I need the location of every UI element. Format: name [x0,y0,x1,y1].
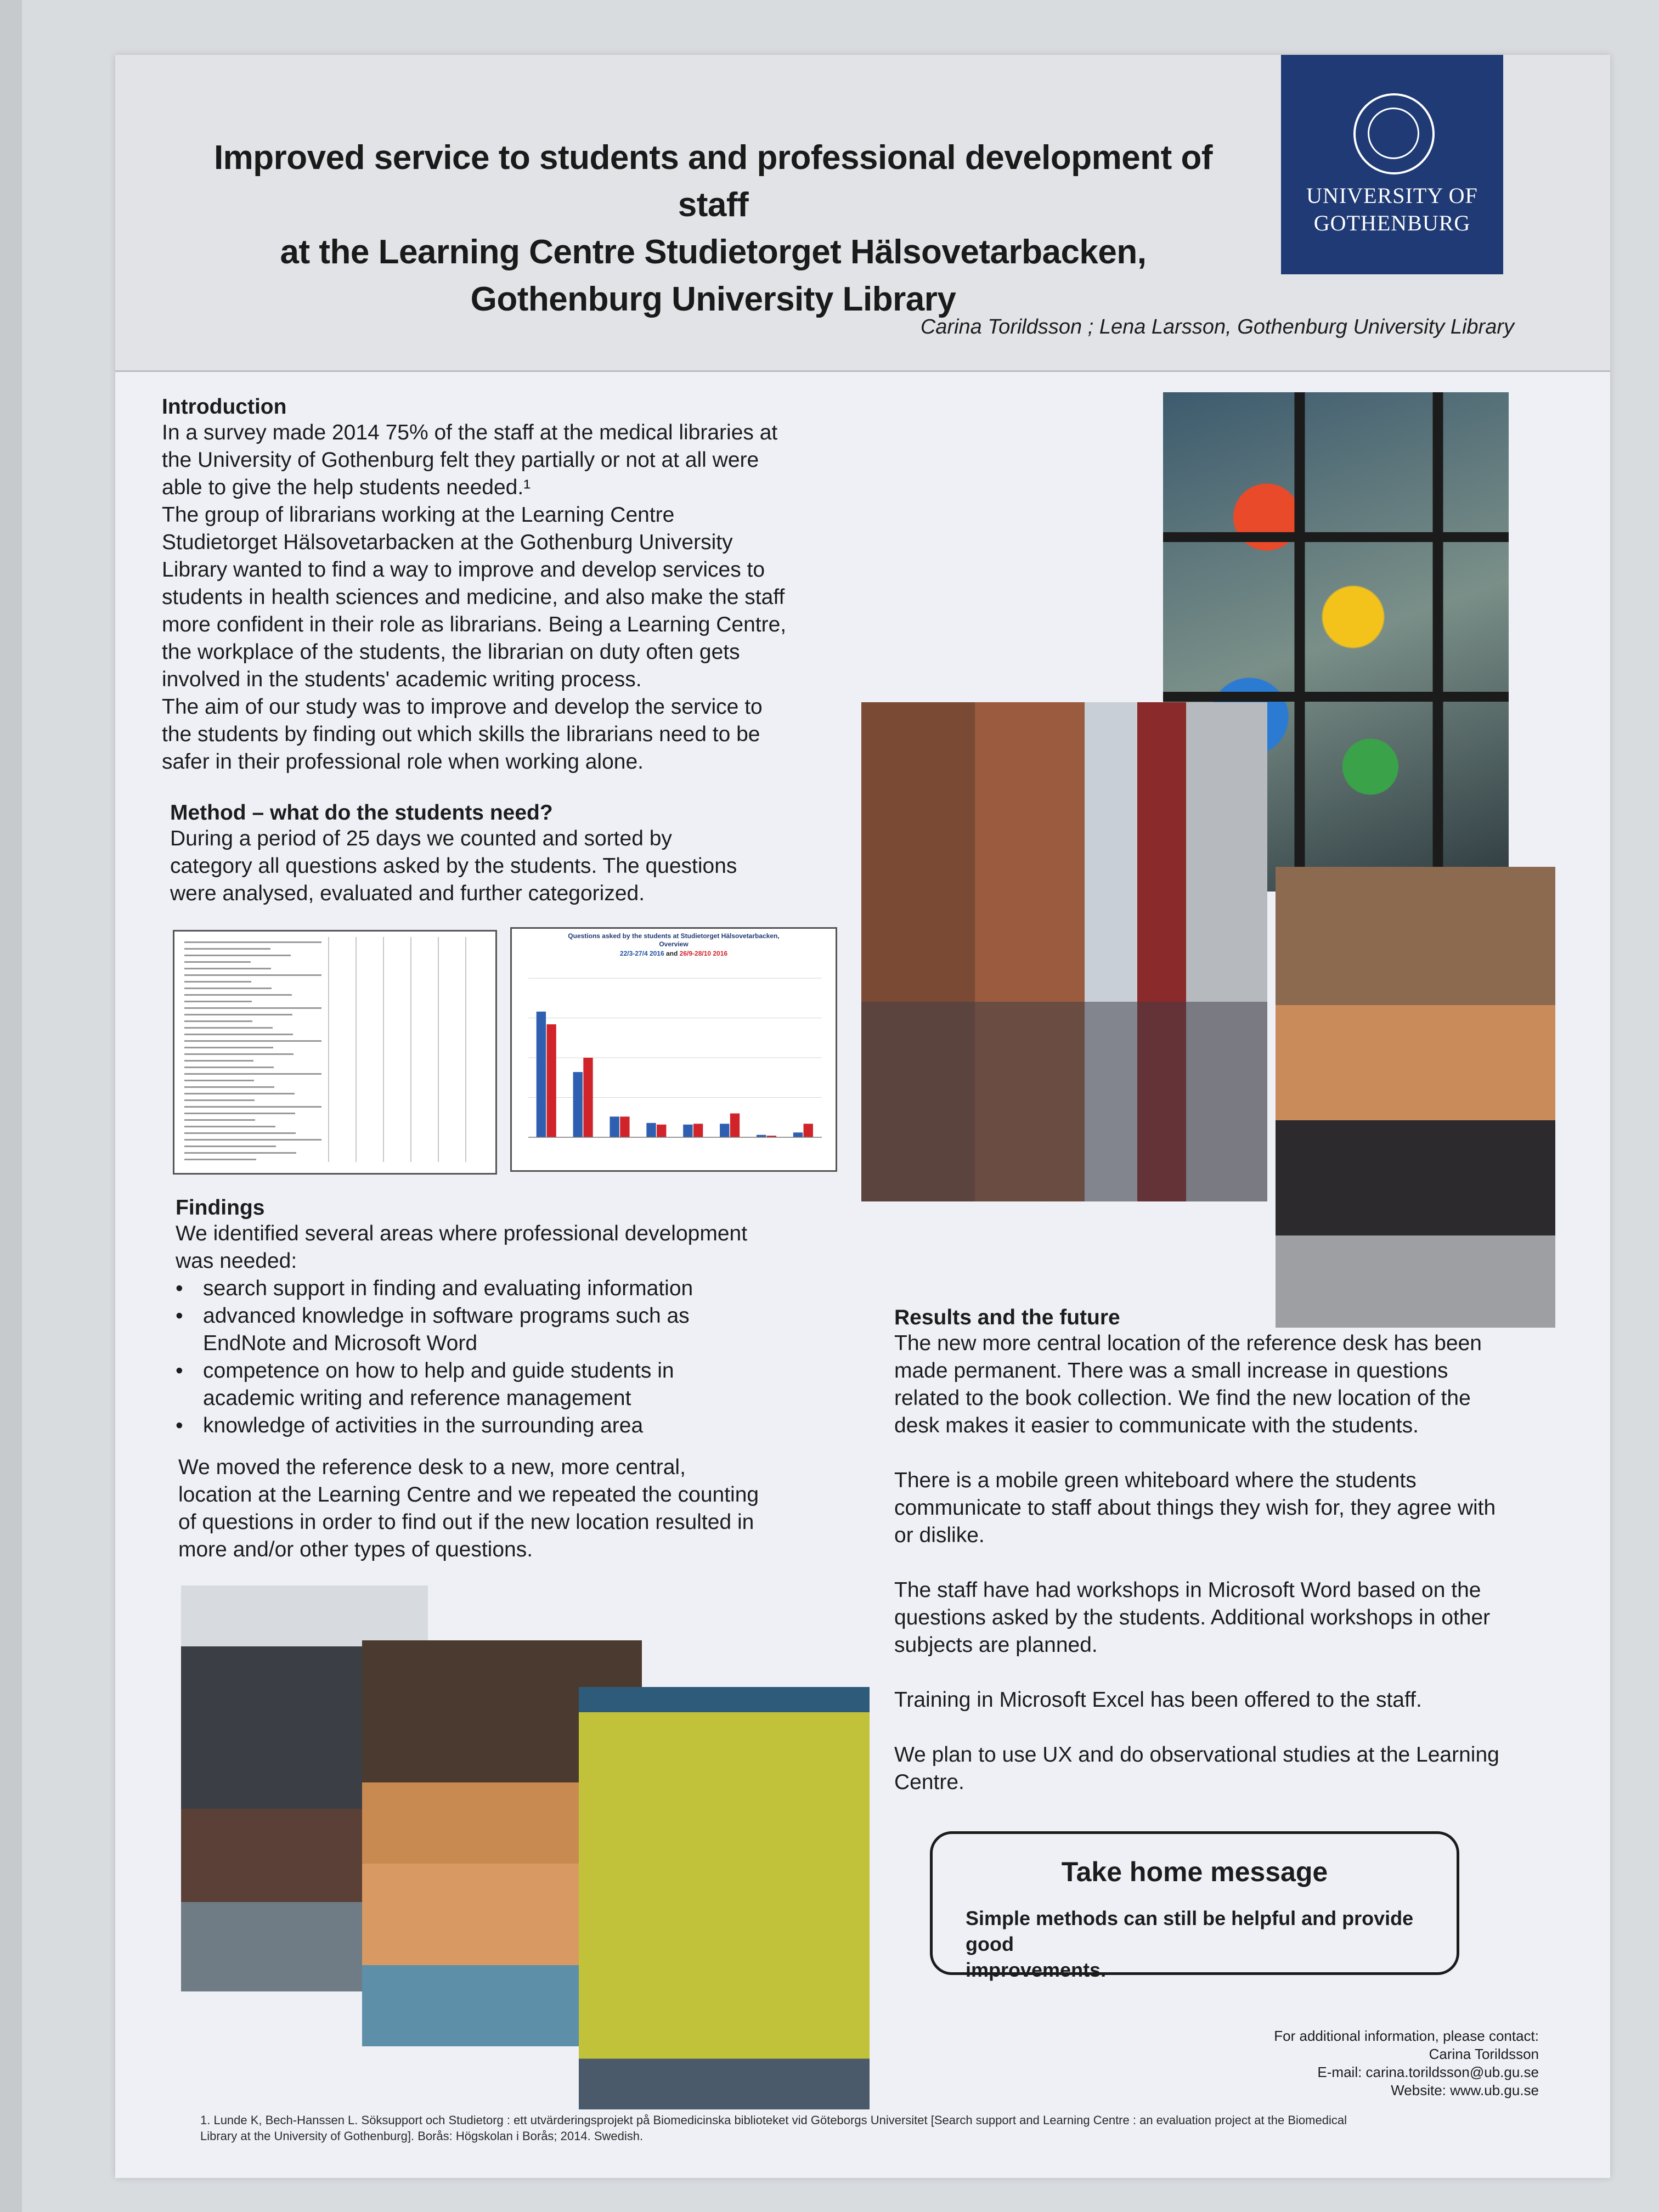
legend-series-1: 22/3-27/4 2016 [619,950,664,957]
tally-row [184,1139,321,1141]
results-paragraph: There is a mobile green whiteboard where the students communicate to staff about things they wish for, they agree with or dislike. [894,1469,1496,1547]
tally-row [184,1086,274,1088]
tally-row [184,1073,321,1075]
university-seal-icon [1353,93,1435,174]
tally-row [184,1020,252,1022]
tally-sheet-image [173,930,497,1175]
tally-row [184,961,251,963]
chart-bar [804,1124,813,1137]
tally-row [184,1053,294,1055]
findings-item: • advanced knowledge in software programs such as EndNote and Microsoft Word [203,1302,834,1357]
results-paragraph: The staff have had workshops in Microsoft Word based on the questions asked by the students. Additional workshops in other subjects are planned. [894,1578,1491,1657]
chart-bar [646,1123,656,1137]
photo-study-hall [861,702,1267,1201]
tally-row [184,1001,252,1002]
poster-title: Improved service to students and professional development of staff at the Learning Centre Studietorget Hälsovetarbacken, Gothenburg University Library [213,139,1213,318]
university-logo [1281,55,1503,274]
results-paragraph: Training in Microsoft Excel has been offered to the staff. [894,1688,1422,1712]
tally-row [184,941,321,943]
findings-item: • competence on how to help and guide students in academic writing and reference management [203,1357,834,1412]
tally-row [184,1132,296,1134]
chart-bar [583,1058,592,1137]
tally-row [184,1119,255,1121]
chart-bar [546,1024,556,1137]
desk-moved-text: We moved the reference desk to a new, more central, location at the Learning Centre and we repeated the counting of questions in order to find out if the new location resulted in more and/or other types of questions. [178,1455,759,1561]
poster-header [115,55,1610,372]
chart-bar [793,1132,803,1137]
questions-bar-chart [510,927,837,1172]
tally-row [184,1066,274,1068]
legend-series-2: 26/9-28/10 2016 [679,950,728,957]
logo-text: UNIVERSITY OF GOTHENBURG [1306,183,1478,235]
tally-row [184,1152,296,1154]
findings-list [176,1275,834,1440]
tally-row [184,1027,273,1029]
chart-bar [537,1012,546,1137]
tally-row [184,1146,276,1147]
findings-intro: We identified several areas where professional development was needed: [176,1222,748,1273]
tally-row [184,981,251,983]
chart-bar [720,1124,729,1137]
contact-info [1274,2027,1539,2100]
results-paragraph: We plan to use UX and do observational studies at the Learning Centre. [894,1743,1499,1794]
findings-section [176,1196,834,1440]
tally-row [184,1113,295,1114]
tally-row [184,968,271,969]
findings-heading: Findings [176,1196,265,1220]
introduction-heading: Introduction [162,395,287,419]
take-home-title: Take home message [1061,1857,1328,1887]
tally-row [184,1034,293,1035]
tally-row [184,994,292,996]
chart-plot [512,929,832,1167]
chart-bar [620,1116,629,1137]
introduction-text: In a survey made 2014 75% of the staff at the medical libraries at the University of Gothenburg felt they partially or not at all were able to give the help students needed.¹ The group of librarians working at the Learning Centre Studietorget Hälsovetarbacken at the Gothenburg University Library wanted to find a way to improve and develop services to students in health sciences and medicine, and also make the staff more confident in their role as librarians. Being a Learning Centre, the workplace of the students, the librarian on duty often gets involved in the students' academic writing process. The aim of our study was to improve and develop the service to the students by finding out which skills the librarians need to be safer in their professional role when working alone. [162,421,787,774]
tally-row [184,1126,275,1127]
authors-line: Carina Torildsson ; Lena Larsson, Gothenburg University Library [920,315,1514,338]
tally-row [184,1099,255,1101]
tally-row [184,955,291,956]
chart-bar [610,1116,619,1137]
chart-bar [683,1125,692,1137]
method-section [170,801,790,907]
method-text: During a period of 25 days we counted and sorted by category all questions asked by the students. The questions were analysed, evaluated and further categorized. [170,827,737,905]
tally-row [184,1159,256,1160]
contact-intro: For additional information, please contact: [1274,2028,1539,2044]
tally-row [184,1014,292,1015]
chart-bar [693,1124,703,1137]
take-home-body: Simple methods can still be helpful and provide good improvements. [966,1907,1414,1981]
contact-name: Carina Torildsson [1429,2046,1539,2062]
tally-row [184,1080,254,1081]
tally-row [184,988,272,989]
tally-row [184,1106,321,1108]
contact-website: Website: www.ub.gu.se [1391,2082,1539,2098]
tally-row [184,1040,321,1042]
findings-item: • search support in finding and evaluating information [203,1275,834,1302]
photo-students-studying [1276,867,1555,1328]
results-section [894,1306,1531,1824]
tally-row [184,1060,253,1062]
footnote: 1. Lunde K, Bech-Hanssen L. Söksupport och Studietorg : ett utvärderingsprojekt på Biomedicinska biblioteket vid Göteborgs Universitet [Search support and Learning Centre : an evaluation project at the Biomedical Library at the University of Gothenburg]. Borås: Högskolan i Borås; 2014. Swedish. [200,2113,1347,2143]
wall-background [0,0,22,2212]
chart-bar [657,1125,666,1137]
introduction-section [162,395,820,776]
tally-row [184,1047,273,1048]
poster [115,55,1610,2178]
photo-green-whiteboard [579,1687,870,2109]
desk-moved-section [178,1454,815,1564]
tally-row [184,948,270,950]
take-home-box [930,1831,1459,1981]
findings-item: • knowledge of activities in the surrounding area [203,1412,834,1440]
results-paragraph: The new more central location of the reference desk has been made permanent. There was a small increase in questions related to the book collection. We find the new location of the desk makes it easier to communicate with the students. [894,1331,1482,1437]
tally-row [184,974,321,976]
method-heading: Method – what do the students need? [170,801,553,825]
chart-title: Questions asked by the students at Studietorget Hälsovetarbacken, Overview [568,932,780,948]
tally-row [184,1007,321,1009]
chart-bar [730,1114,740,1138]
chart-legend: 22/3-27/4 2016 and 26/9-28/10 2016 [619,950,728,957]
tally-row [184,1093,295,1094]
contact-email: E-mail: carina.torildsson@ub.gu.se [1317,2064,1539,2080]
results-heading: Results and the future [894,1306,1120,1329]
chart-bar [573,1072,583,1137]
